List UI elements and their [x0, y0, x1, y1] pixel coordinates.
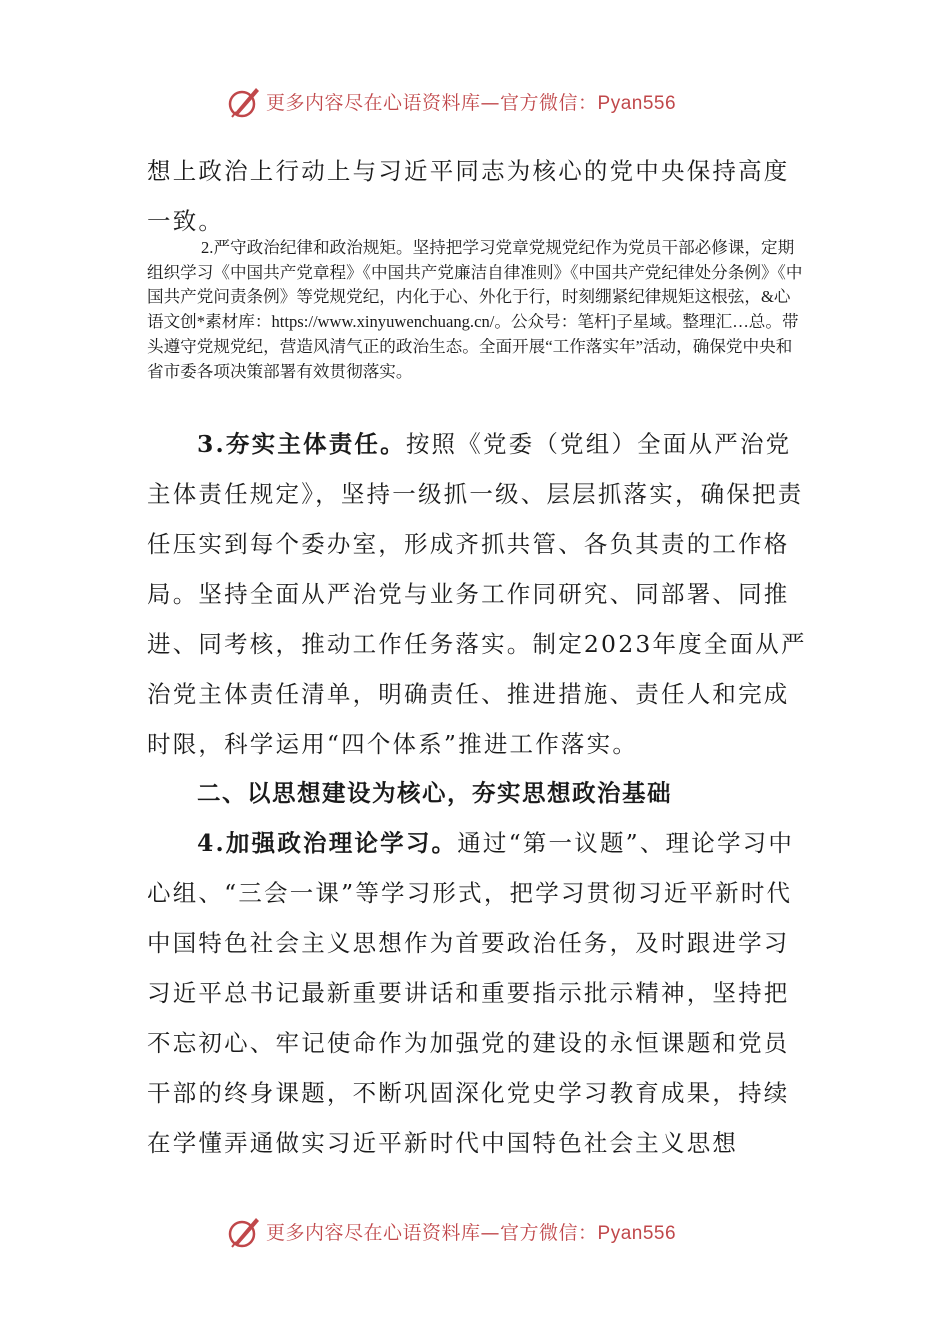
banner-text: 更多内容尽在心语资料库—官方微信：Pyan556 [266, 92, 677, 114]
wechat-id: Pyan556 [597, 93, 677, 114]
paragraph-4 [147, 818, 807, 1168]
quill-pen-logo-icon [226, 1214, 262, 1250]
section-4 [147, 818, 807, 1168]
section-heading: 二、以思想建设为核心，夯实思想政治基础 [197, 779, 672, 807]
banner-text: 更多内容尽在心语资料库—官方微信：Pyan556 [266, 1222, 677, 1244]
paragraph-3-title: 3.夯实主体责任。 [197, 430, 406, 458]
paragraph-3 [147, 419, 807, 769]
paragraph-continuation [147, 146, 807, 246]
paragraph-2: 2.严守政治纪律和政治规矩。坚持把学习党章党规党纪作为党员干部必修课，定期组织学习《中国共产党章程》《中国共产党廉洁自律准则》《中国共产党纪律处分条例》《中国共产党问责条例》等党规党纪，内化于心、外化于行，时刻绷紧纪律规矩这根弦，&心语文创*素材库：https://www.xinyuwenchuang.cn/。公众号：笔杆]子星域。整理汇…总。带头遵守党规党纪，营造风清气正的政治生态。全面开展“工作落实年”活动，确保党中央和省市委各项决策部署有效贯彻落实。 [147, 238, 803, 381]
footer-banner [226, 1212, 746, 1252]
paragraph-3-body: 按照《党委（党组）全面从严治党主体责任规定》，坚持一级抓一级、层层抓落实，确保把责任压实到每个委办室，形成齐抓共管、各负其责的工作格局。坚持全面从严治党与业务工作同研究、同部署、同推进、同考核，推动工作任务落实。制定2023年度全面从严治党主体责任清单，明确责任、推进措施、责任人和完成时限，科学运用“四个体系”推进工作落实。 [147, 430, 807, 758]
paragraph-4-body: 通过“第一议题”、理论学习中心组、“三会一课”等学习形式，把学习贯彻习近平新时代中国特色社会主义思想作为首要政治任务，及时跟进学习习近平总书记最新重要讲话和重要指示批示精神，坚持把不忘初心、牢记使命作为加强党的建设的永恒课题和党员干部的终身课题，不断巩固深化党史学习教育成果，持续在学懂弄通做实习近平新时代中国特色社会主义思想 [147, 829, 795, 1157]
quill-pen-logo-icon [226, 84, 262, 120]
section-3 [147, 419, 807, 769]
header-banner [226, 82, 746, 122]
paragraph-1: 想上政治上行动上与习近平同志为核心的党中央保持高度一致。 [147, 157, 790, 235]
paragraph-4-title: 4.加强政治理论学习。 [197, 829, 458, 857]
wechat-id: Pyan556 [597, 1223, 677, 1244]
